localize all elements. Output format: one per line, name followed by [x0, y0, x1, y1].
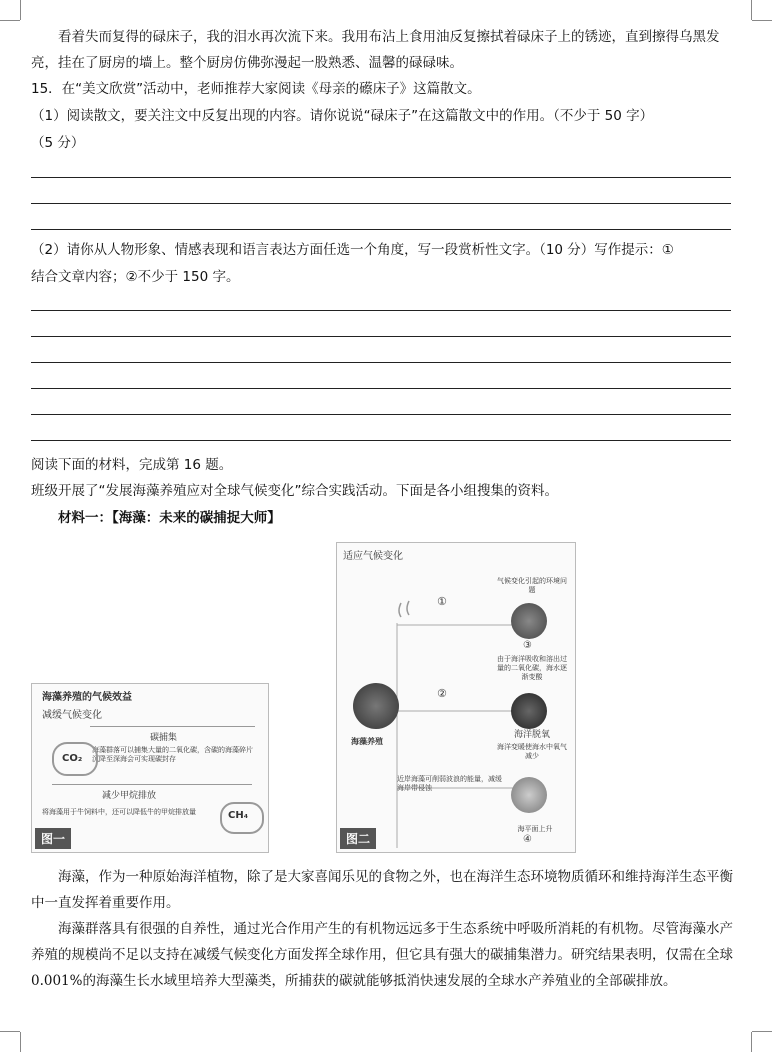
figure-2-title: 适应气候变化: [343, 551, 403, 562]
question-15-stem: 15．在“美文欣赏”活动中，老师推荐大家阅读《母亲的礤床子》这篇散文。: [31, 81, 481, 97]
co2-label: CO₂: [62, 753, 83, 764]
marker-1: ①: [437, 595, 447, 608]
question-15-2: （2）请你从人物形象、情感表现和语言表达方面任选一个角度，写一段赏析性文字。（10 分）写作提示：①: [31, 242, 674, 258]
seaweed-farm-label: 海藻养殖: [351, 737, 383, 746]
material-1-title: 材料一：【海藻：未来的碳捕捉大师】: [58, 510, 281, 526]
paragraph-intro: 看着失而复得的碌床子，我的泪水再次流下来。我用布沾上食用油反复擦拭着碌床子上的锈迹，直到擦得乌黑发亮，挂在了厨房的墙上。整个厨房仿佛弥漫起一股熟悉、温馨的碌碌味。: [31, 29, 720, 71]
answer-line[interactable]: [31, 336, 731, 337]
answer-line[interactable]: [31, 310, 731, 311]
acidification-photo: [511, 603, 547, 639]
crop-mark: [0, 1031, 20, 1032]
deoxygenation-photo: [511, 693, 547, 729]
figure-1-title: 海藻养殖的气候效益: [42, 692, 132, 703]
climate-problem-text: 气候变化引起的环境问题: [497, 577, 567, 594]
figure-1-subtitle: 减缓气候变化: [42, 710, 102, 721]
figure-2: [336, 542, 576, 853]
marker-3: ③: [523, 640, 532, 651]
question-15-1: （1）阅读散文，要关注文中反复出现的内容。请你说说“碌床子”在这篇散文中的作用。（不少于 50 字）: [31, 108, 654, 124]
crop-mark: [751, 0, 752, 20]
question-15-2-hint: 结合文章内容；②不少于 150 字。: [31, 269, 240, 285]
answer-line[interactable]: [31, 177, 731, 178]
paragraph-after-1: 海藻，作为一种原始海洋植物，除了是大家喜闻乐见的食物之外，也在海洋生态环境物质循环和维持海洋生态平衡中一直发挥着重要作用。: [31, 869, 733, 911]
methane-text: 将海藻用于牛饲料中，还可以降低牛的甲烷排放量: [42, 808, 196, 816]
sea-level-photo: [511, 777, 547, 813]
carbon-capture-head: 碳捕集: [150, 733, 178, 743]
question-15-1-score: （5 分）: [31, 135, 85, 151]
answer-line[interactable]: [31, 362, 731, 363]
wave-buffer-text: 近岸海藻可削弱波浪的能量，减缓海岸带侵蚀: [397, 775, 502, 792]
answer-line[interactable]: [31, 440, 731, 441]
crop-mark: [20, 0, 21, 20]
answer-line[interactable]: [31, 203, 731, 204]
paragraph-after-2: 海藻群落具有很强的自养性，通过光合作用产生的有机物远远多于生态系统中呼吸所消耗的有机物。尽管海藻水产养殖的规模尚不足以支持在减缓气候变化方面发挥全球作用，但它具有强大的碳捕集潜力。研究结果表明，仅需在全球 0.001%的海藻生长水域里培养大型藻类，所捕获的碳就能够抵消快速发展的全球水产养殖业的全部碳排放。: [31, 921, 733, 989]
crop-mark: [0, 20, 20, 21]
seaweed-farm-photo: [353, 683, 399, 729]
crop-mark: [751, 1032, 752, 1052]
acidification-text: 由于海洋吸收和溶出过量的二氧化碳，海水逐渐变酸: [497, 655, 567, 681]
answer-line[interactable]: [31, 414, 731, 415]
deoxygenation-text: 海洋变暖使海水中氧气减少: [497, 743, 567, 760]
methane-head: 减少甲烷排放: [102, 791, 157, 801]
answer-line[interactable]: [31, 229, 731, 230]
figure-1-label: 图一: [35, 828, 71, 849]
sea-level-text: 海平面上升: [517, 825, 553, 833]
ch4-label: CH₄: [228, 810, 249, 821]
activity-intro: 班级开展了“发展海藻养殖应对全球气候变化”综合实践活动。下面是各小组搜集的资料。: [31, 483, 558, 499]
answer-line[interactable]: [31, 388, 731, 389]
figure-1: [31, 683, 269, 853]
marker-4: ④: [523, 834, 532, 845]
crop-mark: [752, 1031, 772, 1032]
crop-mark: [752, 20, 772, 21]
crop-mark: [20, 1032, 21, 1052]
figure-2-label: 图二: [340, 828, 376, 849]
carbon-capture-text: 海藻群落可以捕集大量的二氧化碳，含碳的海藻碎片沉降至深海会可实现碳封存: [92, 746, 253, 763]
deoxygenation-head: 海洋脱氧: [513, 730, 550, 740]
marker-2: ②: [437, 687, 447, 700]
reading-intro: 阅读下面的材料，完成第 16 题。: [31, 457, 233, 473]
